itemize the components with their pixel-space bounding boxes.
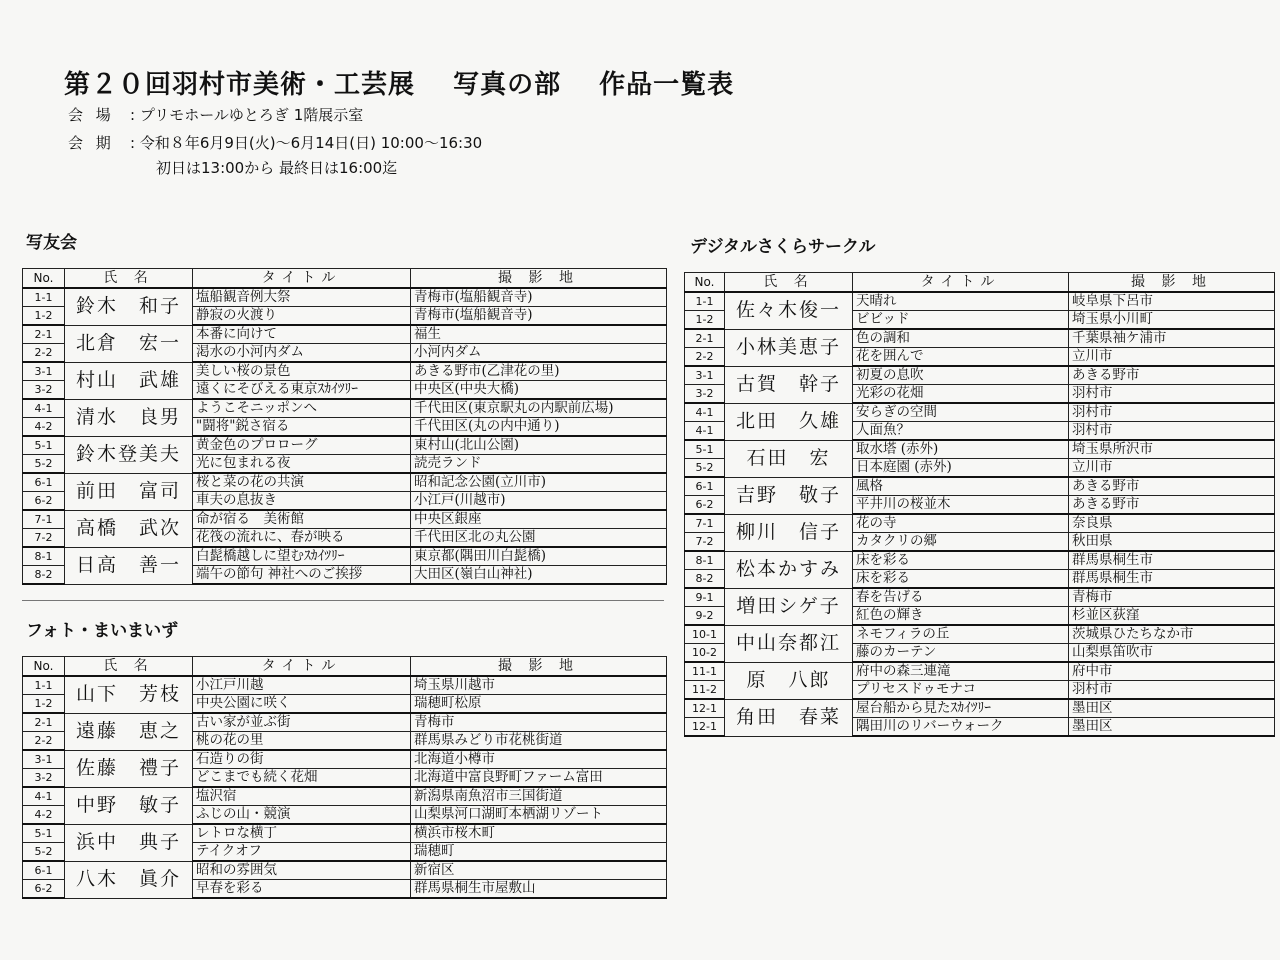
work-number: 4-2 xyxy=(23,418,65,437)
work-title: ようこそニッポンへ xyxy=(193,399,411,418)
work-title: 桃の花の里 xyxy=(193,732,411,751)
work-number: 7-2 xyxy=(685,533,725,552)
photographer-name: 松本かすみ xyxy=(725,551,853,588)
work-location: 新潟県南魚沼市三国街道 xyxy=(411,787,667,806)
col-header-name: 氏 名 xyxy=(65,657,193,677)
photographer-name: 古賀 幹子 xyxy=(725,366,853,403)
col-header-title: タイトル xyxy=(193,657,411,677)
work-number: 1-1 xyxy=(685,292,725,311)
work-title: 藤のカーテン xyxy=(853,644,1069,663)
work-title: 花の寺 xyxy=(853,514,1069,533)
work-number: 4-1 xyxy=(23,399,65,418)
work-location: 昭和記念公園(立川市) xyxy=(411,473,667,492)
work-title: 渇水の小河内ダム xyxy=(193,344,411,363)
work-title: 風格 xyxy=(853,477,1069,496)
work-location: 群馬県みどり市花桃街道 xyxy=(411,732,667,751)
period-label: 会 期 xyxy=(68,134,115,152)
table-header-row xyxy=(685,273,1275,293)
work-number: 10-2 xyxy=(685,644,725,663)
work-location: 山梨県笛吹市 xyxy=(1069,644,1275,663)
photographer-name: 中山奈都江 xyxy=(725,625,853,662)
work-location: 千代田区(東京駅丸の内駅前広場) xyxy=(411,399,667,418)
table-row xyxy=(23,399,667,418)
work-location: 羽村市 xyxy=(1069,422,1275,441)
photographer-name: 高橋 武次 xyxy=(65,510,193,547)
work-location: 青梅市 xyxy=(411,713,667,732)
work-number: 1-2 xyxy=(23,695,65,714)
work-number: 8-1 xyxy=(23,547,65,566)
work-title: 花筏の流れに、春が映る xyxy=(193,529,411,548)
photographer-name: 柳川 信子 xyxy=(725,514,853,551)
photographer-name: 山下 芳枝 xyxy=(65,676,193,713)
work-number: 5-1 xyxy=(685,440,725,459)
work-location: 瑞穂町 xyxy=(411,843,667,862)
work-number: 5-1 xyxy=(23,824,65,843)
col-header-no: No. xyxy=(23,657,65,677)
work-location: あきる野市(乙津花の里) xyxy=(411,362,667,381)
table-row xyxy=(23,473,667,492)
work-title: 美しい桜の景色 xyxy=(193,362,411,381)
work-location: 新宿区 xyxy=(411,861,667,880)
work-number: 2-2 xyxy=(23,732,65,751)
work-number: 12-1 xyxy=(685,699,725,718)
col-header-name: 氏 名 xyxy=(725,273,853,293)
work-title: プリセスドゥモナコ xyxy=(853,681,1069,700)
table-row xyxy=(23,325,667,344)
work-location: 福生 xyxy=(411,325,667,344)
work-title: 命が宿る 美術館 xyxy=(193,510,411,529)
venue-line xyxy=(68,104,363,125)
work-location: 千代田区北の丸公園 xyxy=(411,529,667,548)
work-number: 9-2 xyxy=(685,607,725,626)
work-number: 3-2 xyxy=(685,385,725,404)
table-row xyxy=(23,750,667,769)
work-location: 群馬県桐生市屋敷山 xyxy=(411,880,667,899)
work-title: 光に包まれる夜 xyxy=(193,455,411,474)
work-number: 12-1 xyxy=(685,718,725,737)
work-location: 埼玉県所沢市 xyxy=(1069,440,1275,459)
work-number: 6-1 xyxy=(685,477,725,496)
works-table-shayukai xyxy=(22,268,667,585)
work-number: 1-2 xyxy=(23,307,65,326)
col-header-title: タイトル xyxy=(193,269,411,289)
work-number: 8-1 xyxy=(685,551,725,570)
table-row xyxy=(23,787,667,806)
work-location: 奈良県 xyxy=(1069,514,1275,533)
work-number: 7-1 xyxy=(23,510,65,529)
work-number: 6-2 xyxy=(685,496,725,515)
work-number: 7-2 xyxy=(23,529,65,548)
work-location: 小河内ダム xyxy=(411,344,667,363)
work-number: 7-1 xyxy=(685,514,725,533)
work-title: レトロな横丁 xyxy=(193,824,411,843)
work-number: 10-1 xyxy=(685,625,725,644)
photographer-name: 前田 富司 xyxy=(65,473,193,510)
work-location: 青梅市(塩船観音寺) xyxy=(411,288,667,307)
work-title: 隅田川のリバーウォーク xyxy=(853,718,1069,737)
work-title: テイクオフ xyxy=(193,843,411,862)
group-title-digital-sakura: デジタルさくらサークル xyxy=(690,237,876,257)
table-row xyxy=(685,551,1275,570)
photographer-name: 石田 宏 xyxy=(725,440,853,477)
table-row xyxy=(23,288,667,307)
work-title: 古い家が並ぶ街 xyxy=(193,713,411,732)
work-location: 大田区(嶺白山神社) xyxy=(411,566,667,585)
work-number: 5-2 xyxy=(23,455,65,474)
work-title: 中央公園に咲く xyxy=(193,695,411,714)
work-title: 府中の森三連滝 xyxy=(853,662,1069,681)
work-location: 墨田区 xyxy=(1069,699,1275,718)
table-row xyxy=(23,362,667,381)
work-number: 2-1 xyxy=(23,325,65,344)
photographer-name: 村山 武雄 xyxy=(65,362,193,399)
work-number: 3-1 xyxy=(685,366,725,385)
work-title: 静寂の火渡り xyxy=(193,307,411,326)
work-location: 千葉県袖ケ浦市 xyxy=(1069,329,1275,348)
work-location: 山梨県河口湖町本栖湖リゾート xyxy=(411,806,667,825)
work-title: 黄金色のプロローグ xyxy=(193,436,411,455)
work-number: 6-1 xyxy=(23,473,65,492)
work-number: 3-1 xyxy=(23,750,65,769)
table-header-row xyxy=(23,657,667,677)
work-title: 屋台船から見たｽｶｲﾂﾘｰ xyxy=(853,699,1069,718)
photographer-name: 日高 善一 xyxy=(65,547,193,584)
work-title: 人面魚？ xyxy=(853,422,1069,441)
group-title-photo-maimaizu: フォト・まいまいず xyxy=(26,621,179,641)
work-location: 羽村市 xyxy=(1069,403,1275,422)
work-title: 色の調和 xyxy=(853,329,1069,348)
work-title: 桜と菜の花の共演 xyxy=(193,473,411,492)
photographer-name: 八木 眞介 xyxy=(65,861,193,898)
table-row xyxy=(23,510,667,529)
work-number: 4-2 xyxy=(23,806,65,825)
work-location: あきる野市 xyxy=(1069,496,1275,515)
work-number: 9-1 xyxy=(685,588,725,607)
works-table-photo-maimaizu xyxy=(22,656,667,899)
photographer-name: 佐藤 禮子 xyxy=(65,750,193,787)
table-row xyxy=(685,514,1275,533)
work-location: 北海道中富良野町ファーム富田 xyxy=(411,769,667,788)
table-row xyxy=(23,824,667,843)
work-location: 群馬県桐生市 xyxy=(1069,570,1275,589)
work-location: 読売ランド xyxy=(411,455,667,474)
photographer-name: 鈴木 和子 xyxy=(65,288,193,325)
work-number: 8-2 xyxy=(23,566,65,585)
venue-value: : プリモホールゆとろぎ 1階展示室 xyxy=(130,106,364,124)
work-location: 千代田区(丸の内中通り) xyxy=(411,418,667,437)
work-title: 初夏の息吹 xyxy=(853,366,1069,385)
table-row xyxy=(685,699,1275,718)
work-number: 1-1 xyxy=(23,676,65,695)
work-number: 8-2 xyxy=(685,570,725,589)
table-row xyxy=(685,588,1275,607)
title-part-category: 写真の部 xyxy=(453,70,562,100)
work-location: 羽村市 xyxy=(1069,385,1275,404)
venue-label: 会 場 xyxy=(68,106,115,124)
group-title-shayukai: 写友会 xyxy=(26,233,77,253)
work-number: 4-1 xyxy=(685,422,725,441)
photographer-name: 角田 春菜 xyxy=(725,699,853,736)
table-row xyxy=(23,436,667,455)
work-location: 青梅市 xyxy=(1069,588,1275,607)
work-location: 中央区(中央大橋) xyxy=(411,381,667,400)
work-location: あきる野市 xyxy=(1069,477,1275,496)
work-title: 塩沢宿 xyxy=(193,787,411,806)
period-value: : 令和８年6月9日(火)～6月14日(日) 10:00～16:30 xyxy=(130,134,483,152)
table-row xyxy=(23,713,667,732)
work-number: 3-2 xyxy=(23,769,65,788)
work-location: 立川市 xyxy=(1069,459,1275,478)
work-title: 日本庭園 (赤外) xyxy=(853,459,1069,478)
work-location: 北海道小樽市 xyxy=(411,750,667,769)
work-location: 墨田区 xyxy=(1069,718,1275,737)
photographer-name: 原 八郎 xyxy=(725,662,853,699)
work-number: 6-2 xyxy=(23,492,65,511)
work-number: 6-1 xyxy=(23,861,65,880)
work-location: 横浜市桜木町 xyxy=(411,824,667,843)
work-title: 車夫の息抜き xyxy=(193,492,411,511)
table-row xyxy=(685,292,1275,311)
period-line xyxy=(68,132,482,153)
work-number: 5-2 xyxy=(685,459,725,478)
col-header-location: 撮 影 地 xyxy=(1069,273,1275,293)
work-location: 青梅市(塩船観音寺) xyxy=(411,307,667,326)
work-location: 羽村市 xyxy=(1069,681,1275,700)
work-location: 秋田県 xyxy=(1069,533,1275,552)
col-header-title: タイトル xyxy=(853,273,1069,293)
work-title: 天晴れ xyxy=(853,292,1069,311)
work-location: 立川市 xyxy=(1069,348,1275,367)
work-location: 瑞穂町松原 xyxy=(411,695,667,714)
photographer-name: 増田シゲ子 xyxy=(725,588,853,625)
work-title: 石造りの街 xyxy=(193,750,411,769)
table-row xyxy=(685,366,1275,385)
work-title: 床を彩る xyxy=(853,551,1069,570)
work-location: 東村山(北山公園) xyxy=(411,436,667,455)
col-header-location: 撮 影 地 xyxy=(411,657,667,677)
table-row xyxy=(23,547,667,566)
col-header-no: No. xyxy=(23,269,65,289)
period-note: 初日は13:00から 最終日は16:00迄 xyxy=(156,159,398,177)
col-header-name: 氏 名 xyxy=(65,269,193,289)
work-title: 光彩の花畑 xyxy=(853,385,1069,404)
work-number: 2-1 xyxy=(685,329,725,348)
work-title: 遠くにそびえる東京ｽｶｲﾂﾘｰ xyxy=(193,381,411,400)
work-location: 中央区銀座 xyxy=(411,510,667,529)
work-title: 端午の節句 神社へのご挨拶 xyxy=(193,566,411,585)
work-title: 花を囲んで xyxy=(853,348,1069,367)
work-title: 平井川の桜並木 xyxy=(853,496,1069,515)
table-row xyxy=(685,403,1275,422)
work-title: 安らぎの空間 xyxy=(853,403,1069,422)
work-title: ビビッド xyxy=(853,311,1069,330)
table-row xyxy=(685,440,1275,459)
work-location: あきる野市 xyxy=(1069,366,1275,385)
work-location: 茨城県ひたちなか市 xyxy=(1069,625,1275,644)
photographer-name: 鈴木登美夫 xyxy=(65,436,193,473)
work-location: 小江戸(川越市) xyxy=(411,492,667,511)
work-number: 2-1 xyxy=(23,713,65,732)
photographer-name: 清水 良男 xyxy=(65,399,193,436)
title-part-exhibition: 第２０回羽村市美術・工芸展 xyxy=(64,70,416,100)
work-location: 群馬県桐生市 xyxy=(1069,551,1275,570)
work-title: 紅色の輝き xyxy=(853,607,1069,626)
work-title: 白髭橋越しに望むｽｶｲﾂﾘｰ xyxy=(193,547,411,566)
col-header-location: 撮 影 地 xyxy=(411,269,667,289)
work-title: 早春を彩る xyxy=(193,880,411,899)
work-number: 1-1 xyxy=(23,288,65,307)
work-location: 府中市 xyxy=(1069,662,1275,681)
table-row xyxy=(685,662,1275,681)
table-row xyxy=(23,861,667,880)
work-title: 春を告げる xyxy=(853,588,1069,607)
work-location: 杉並区荻窪 xyxy=(1069,607,1275,626)
works-table-digital-sakura xyxy=(684,272,1275,737)
table-row xyxy=(685,477,1275,496)
work-title: どこまでも続く花畑 xyxy=(193,769,411,788)
work-number: 4-1 xyxy=(23,787,65,806)
work-title: ネモフィラの丘 xyxy=(853,625,1069,644)
photographer-name: 浜中 典子 xyxy=(65,824,193,861)
work-title: 昭和の雰囲気 xyxy=(193,861,411,880)
photographer-name: 北倉 宏一 xyxy=(65,325,193,362)
photographer-name: 北田 久雄 xyxy=(725,403,853,440)
work-number: 4-1 xyxy=(685,403,725,422)
table-header-row xyxy=(23,269,667,289)
page-title xyxy=(64,64,762,101)
work-location: 東京都(隅田川白髭橋) xyxy=(411,547,667,566)
work-number: 11-1 xyxy=(685,662,725,681)
work-location: 埼玉県小川町 xyxy=(1069,311,1275,330)
table-row xyxy=(685,625,1275,644)
work-number: 3-1 xyxy=(23,362,65,381)
work-title: 塩船観音例大祭 xyxy=(193,288,411,307)
work-title: 本番に向けて xyxy=(193,325,411,344)
work-title: カタクリの郷 xyxy=(853,533,1069,552)
work-number: 5-2 xyxy=(23,843,65,862)
work-number: 2-2 xyxy=(685,348,725,367)
work-title: "闘将"鋭さ宿る xyxy=(193,418,411,437)
work-location: 岐阜県下呂市 xyxy=(1069,292,1275,311)
work-number: 1-2 xyxy=(685,311,725,330)
work-title: ふじの山・競演 xyxy=(193,806,411,825)
work-location: 埼玉県川越市 xyxy=(411,676,667,695)
title-part-list: 作品一覧表 xyxy=(599,70,735,100)
work-number: 5-1 xyxy=(23,436,65,455)
work-number: 6-2 xyxy=(23,880,65,899)
photographer-name: 吉野 敬子 xyxy=(725,477,853,514)
work-title: 床を彩る xyxy=(853,570,1069,589)
work-title: 小江戸川越 xyxy=(193,676,411,695)
table-row xyxy=(23,676,667,695)
work-number: 2-2 xyxy=(23,344,65,363)
work-number: 3-2 xyxy=(23,381,65,400)
photographer-name: 中野 敏子 xyxy=(65,787,193,824)
photographer-name: 佐々木俊一 xyxy=(725,292,853,329)
work-number: 11-2 xyxy=(685,681,725,700)
col-header-no: No. xyxy=(685,273,725,293)
table-row xyxy=(685,329,1275,348)
work-title: 取水塔 (赤外) xyxy=(853,440,1069,459)
photographer-name: 遠藤 恵之 xyxy=(65,713,193,750)
section-divider xyxy=(22,600,664,601)
photographer-name: 小林美恵子 xyxy=(725,329,853,366)
